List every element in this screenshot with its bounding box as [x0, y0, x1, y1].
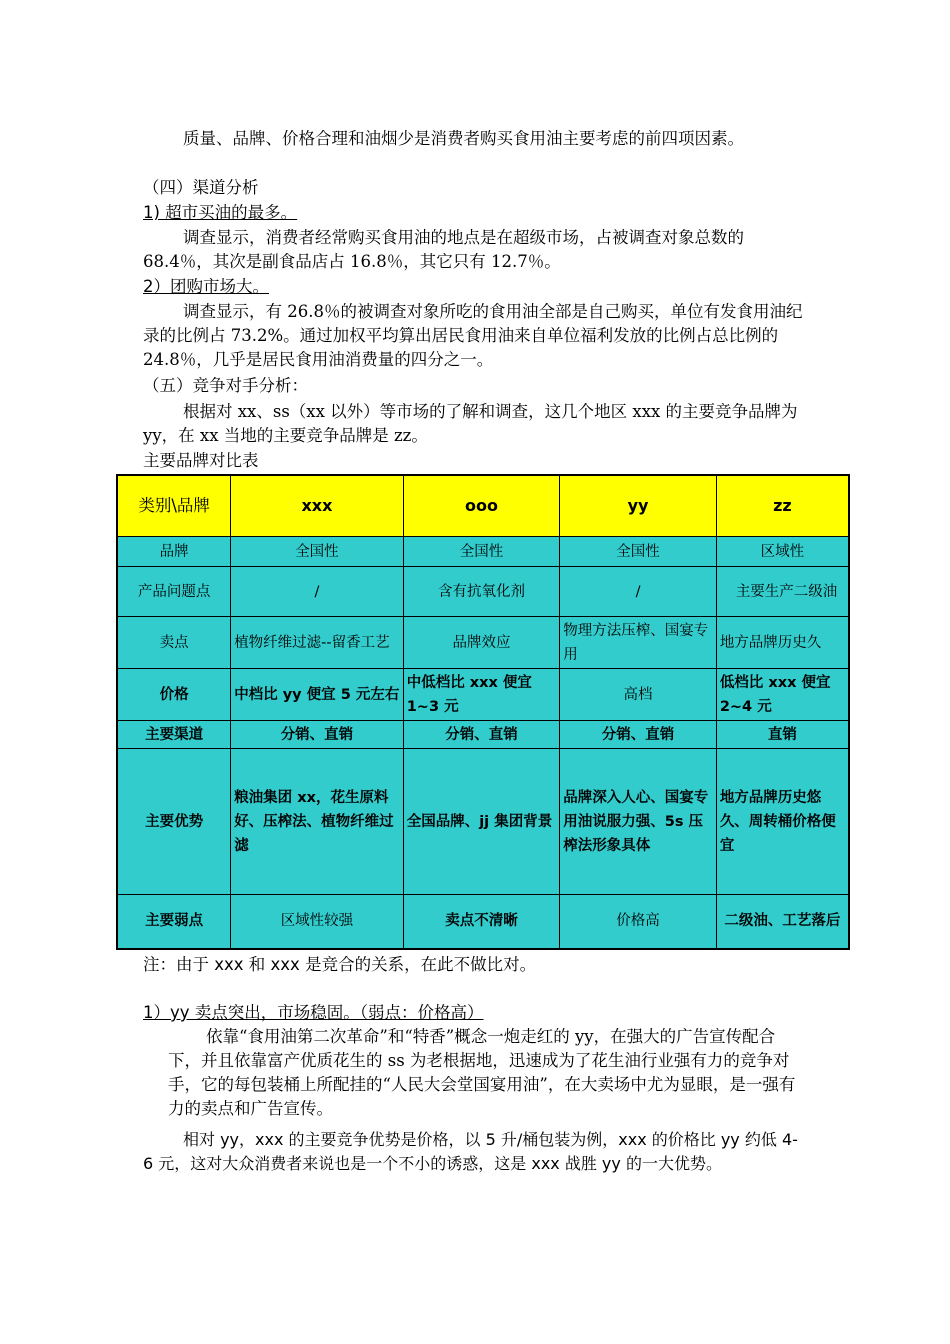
table-cell: 品牌深入人心、国宴专用油说服力强、5s 压榨法形象具体: [560, 749, 717, 895]
row-label: 主要渠道: [117, 721, 231, 749]
table-cell: 粮油集团 xx，花生原料好、压榨法、植物纤维过滤: [231, 749, 404, 895]
table-cell: 价格高: [560, 895, 717, 949]
row-label: 价格: [117, 669, 231, 721]
table-cell: 分销、直销: [560, 721, 717, 749]
channel-sub1-text: 调查显示，消费者经常购买食用油的地点是在超级市场，占被调查对象总数的 68.4％，其次是副食品店占 16.8％，其它只有 12.7％。: [143, 228, 744, 271]
competitor-intro-text: 根据对 xx、ss（xx 以外）等市场的了解和调查，这几个地区 xxx 的主要竞争品牌为 yy，在 xx 当地的主要竞争品牌是 zz。: [143, 402, 798, 445]
table-row: [117, 567, 849, 617]
channel-sub2-title: 2）团购市场大。: [143, 277, 269, 296]
table-cell: 全国品牌、jj 集团背景: [403, 749, 560, 895]
table-cell: 主要生产二级油: [716, 567, 849, 617]
table-header-row: [117, 475, 849, 537]
table-cell: 区域性较强: [231, 895, 404, 949]
table-cell: 分销、直销: [403, 721, 560, 749]
table-cell: 高档: [560, 669, 717, 721]
table-cell: 区域性: [716, 537, 849, 567]
table-cell: /: [560, 567, 717, 617]
channel-sub1-title: 1) 超市买油的最多。: [143, 203, 298, 222]
table-header-cell: yy: [560, 475, 717, 537]
table-cell: 全国性: [231, 537, 404, 567]
row-label: 主要弱点: [117, 895, 231, 949]
table-cell: /: [231, 567, 404, 617]
table-row: [117, 721, 849, 749]
table-cell: 低档比 xxx 便宜 2~4 元: [716, 669, 849, 721]
table-cell: 二级油、工艺落后: [716, 895, 849, 949]
brand-comparison-table: [116, 474, 850, 950]
table-header-cell: zz: [716, 475, 849, 537]
table-cell: 分销、直销: [231, 721, 404, 749]
yy-analysis-text2: 相对 yy，xxx 的主要竞争优势是价格，以 5 升/桶包装为例，xxx 的价格比 yy 约低 4-6 元，这对大众消费者来说也是一个不小的诱惑，这是 xxx 战胜 yy 的一大优势。: [143, 1130, 798, 1173]
table-cell: 地方品牌历史久: [716, 617, 849, 669]
competitor-section-title: （五）竞争对手分析：: [143, 376, 308, 395]
table-cell: 中档比 yy 便宜 5 元左右: [231, 669, 404, 721]
table-row: [117, 669, 849, 721]
table-title: 主要品牌对比表: [143, 451, 259, 470]
table-header-cell: 类别\品牌: [117, 475, 231, 537]
channel-section-title: （四）渠道分析: [143, 178, 259, 197]
intro-paragraph: 质量、品牌、价格合理和油烟少是消费者购买食用油主要考虑的前四项因素。: [183, 129, 744, 148]
table-row: [117, 537, 849, 567]
table-cell: 全国性: [560, 537, 717, 567]
table-cell: 植物纤维过滤--留香工艺: [231, 617, 404, 669]
table-cell: 直销: [716, 721, 849, 749]
table-cell: 中低档比 xxx 便宜 1~3 元: [403, 669, 560, 721]
row-label: 产品问题点: [117, 567, 231, 617]
table-row: [117, 895, 849, 949]
row-label: 主要优势: [117, 749, 231, 895]
table-cell: 物理方法压榨、国宴专用: [560, 617, 717, 669]
yy-analysis-text1: 依靠“食用油第二次革命”和“特香”概念一炮走红的 yy，在强大的广告宣传配合下，并且依靠富产优质花生的 ss 为老根据地，迅速成为了花生油行业强有力的竞争对手，它的每包装桶上所配挂的“人民大会堂国宴用油”，在大卖场中尤为显眼，是一强有力的卖点和广告宣传。: [168, 1027, 796, 1118]
table-note: 注：由于 xxx 和 xxx 是竞合的关系，在此不做比对。: [143, 955, 537, 974]
table-cell: 含有抗氧化剂: [403, 567, 560, 617]
table-cell: 全国性: [403, 537, 560, 567]
table-cell: 卖点不清晰: [403, 895, 560, 949]
table-header-cell: ooo: [403, 475, 560, 537]
yy-analysis-title: 1）yy 卖点突出，市场稳固。（弱点：价格高）: [143, 1003, 484, 1022]
table-cell: 地方品牌历史悠久、周转桶价格便宜: [716, 749, 849, 895]
row-label: 卖点: [117, 617, 231, 669]
channel-sub2-text: 调查显示，有 26.8％的被调查对象所吃的食用油全部是自己购买，单位有发食用油纪录的比例占 73.2%。通过加权平均算出居民食用油来自单位福利发放的比例占总比例的 24.8％，几乎是居民食用油消费量的四分之一。: [143, 302, 803, 369]
table-cell: 品牌效应: [403, 617, 560, 669]
table-header-cell: xxx: [231, 475, 404, 537]
row-label: 品牌: [117, 537, 231, 567]
table-row: [117, 617, 849, 669]
table-row: [117, 749, 849, 895]
